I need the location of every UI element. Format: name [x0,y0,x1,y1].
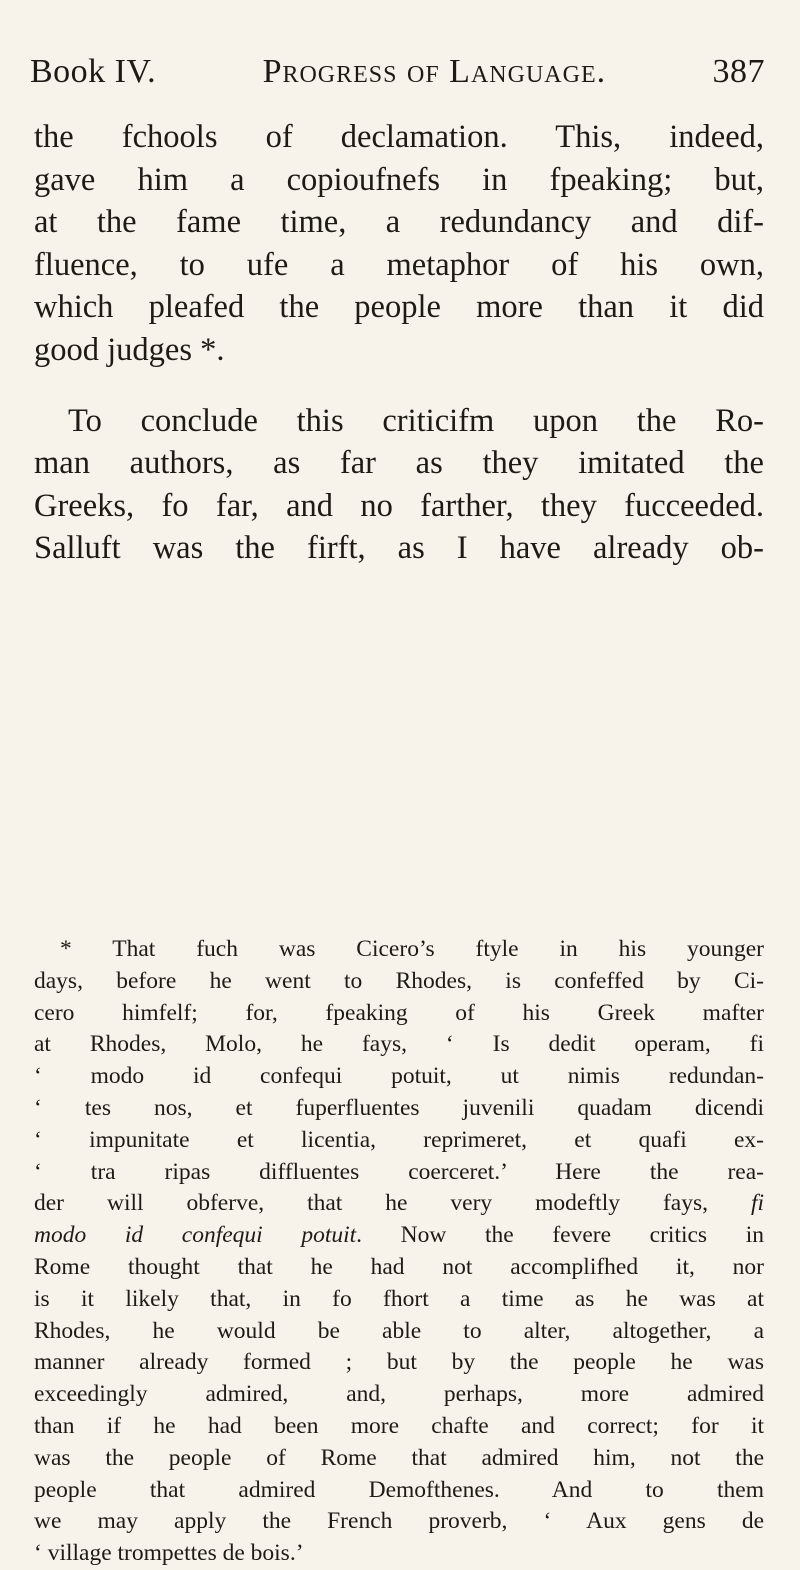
footnote-line: than if he had been more chafte and correct; for it [34,1412,764,1439]
footnote-line-text: . Now the fevere critics in [356,1222,764,1249]
footnote-line: is it likely that, in fo fhort a time as he was at [34,1285,764,1312]
text-line: the fchools of declamation. This, indeed, [34,119,764,155]
footnote-line: at Rhodes, Molo, he fays, ‘ Is dedit operam, fi [34,1031,764,1058]
footnote-line: Rome thought that he had not accomplifhed it, nor [34,1253,764,1280]
footnote-line: manner already formed ; but by the people he was [34,1349,764,1376]
text-line: good judges *. [34,331,225,368]
text-line: fluence, to ufe a metaphor of his own, [34,246,764,283]
footnote-italic: fi [750,1190,765,1217]
footnote-line: was the people of Rome that admired him, not the [34,1444,764,1471]
footnote-line [34,1188,764,1220]
footnote-line: ‘ impunitate et licentia, reprimeret, et quafi ex- [34,1126,764,1153]
text-line: Greeks, fo far, and no farther, they fucceeded. [34,487,764,524]
footnote-line: * That fuch was Cicero’s ftyle in his younger [60,936,764,962]
running-head-title: Progress of Language. [262,53,607,90]
text-line: which pleafed the people more than it did [34,289,764,326]
paragraph-gap [34,372,764,400]
footnote-line: days, before he went to Rhodes, is confeffed by Ci- [34,967,764,994]
footnote-line: cero himfelf; for, fpeaking of his Greek mafter [34,999,764,1026]
footnote-italic: modo id confequi potuit [34,1222,357,1249]
footnote-line [34,1220,764,1252]
footnote [34,934,764,1570]
footnote-line: ‘ tra ripas diffluentes coerceret.’ Here the rea- [34,1158,764,1185]
main-text [34,116,764,570]
footnote-line: we may apply the French proverb, ‘ Aux gens de [34,1508,764,1535]
footnote-line: exceedingly admired, and, perhaps, more admired [34,1381,764,1408]
text-line: To conclude this criticifm upon the Ro- [68,402,764,439]
running-head-book: Book IV. [30,53,157,90]
footnote-line: ‘ tes nos, et fuperfluentes juvenili quadam dicendi [34,1094,764,1121]
page-number: 387 [712,53,765,90]
text-line: gave him a copioufnefs in fpeaking; but, [34,161,764,198]
footnote-line-text: der will obferve, that he very modeftly fays, [34,1190,708,1217]
running-head [30,52,765,92]
text-line: man authors, as far as they imitated the [34,445,764,482]
footnote-line: people that admired Demofthenes. And to them [34,1476,764,1503]
footnote-line: Rhodes, he would be able to alter, altogether, a [34,1317,764,1344]
footnote-line: ‘ modo id confequi potuit, ut nimis redundan- [34,1063,764,1090]
footnote-line: ‘ village trompettes de bois.’ [34,1540,304,1567]
text-line: Salluft was the firft, as I have already ob- [34,530,764,567]
text-line: at the fame time, a redundancy and dif- [34,204,764,241]
